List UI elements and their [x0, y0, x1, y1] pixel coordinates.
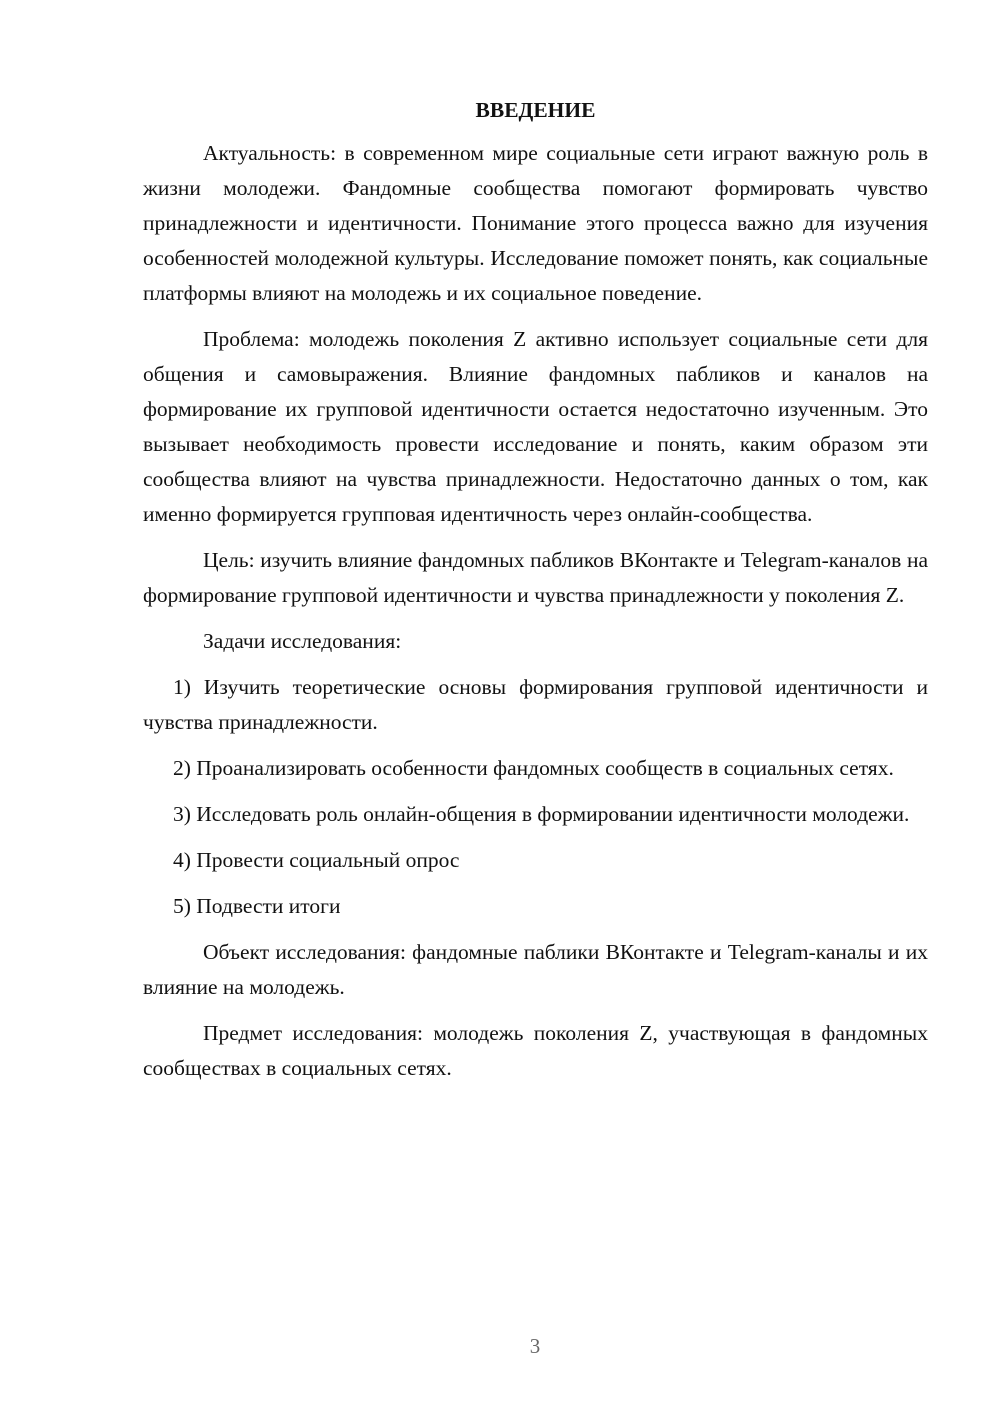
task-item: 3) Исследовать роль онлайн-общения в формировании идентичности молодежи. — [173, 802, 910, 826]
task-item: 1) Изучить теоретические основы формирования групповой идентичности и чувства принадлежности. — [143, 675, 928, 734]
tasks-title: Задачи исследования: — [203, 629, 402, 653]
goal-paragraph: Цель: изучить влияние фандомных пабликов ВКонтакте и Telegram-каналов на формирование групповой идентичности и чувства принадлежности у поколения Z. — [143, 548, 928, 607]
task-item: 4) Провести социальный опрос — [173, 848, 460, 872]
subject-paragraph: Предмет исследования: молодежь поколения Z, участвующая в фандомных сообществах в социальных сетях. — [143, 1021, 928, 1080]
object-paragraph: Объект исследования: фандомные паблики ВКонтакте и Telegram-каналы и их влияние на молодежь. — [143, 940, 928, 999]
page-title: ВВЕДЕНИЕ — [475, 98, 596, 122]
task-item: 5) Подвести итоги — [173, 894, 341, 918]
task-item: 2) Проанализировать особенности фандомных сообществ в социальных сетях. — [173, 756, 894, 780]
relevance-paragraph: Актуальность: в современном мире социальные сети играют важную роль в жизни молодежи. Фандомные сообщества помогают формировать чувство принадлежности и идентичности. Понимание этого процесса важно для изучения особенностей молодежной культуры. Исследование поможет понять, как социальные платформы влияют на молодежь и их социальное поведение. — [143, 141, 928, 305]
document-page — [143, 95, 928, 1097]
problem-paragraph: Проблема: молодежь поколения Z активно использует социальные сети для общения и самовыражения. Влияние фандомных пабликов и каналов на формирование их групповой идентичности остается недостаточно изученным. Это вызывает необходимость провести исследование и понять, каким образом эти сообщества влияют на чувства принадлежности. Недостаточно данных о том, как именно формируется групповая идентичность через онлайн-сообщества. — [143, 327, 928, 526]
page-number: 3 — [529, 1334, 541, 1358]
